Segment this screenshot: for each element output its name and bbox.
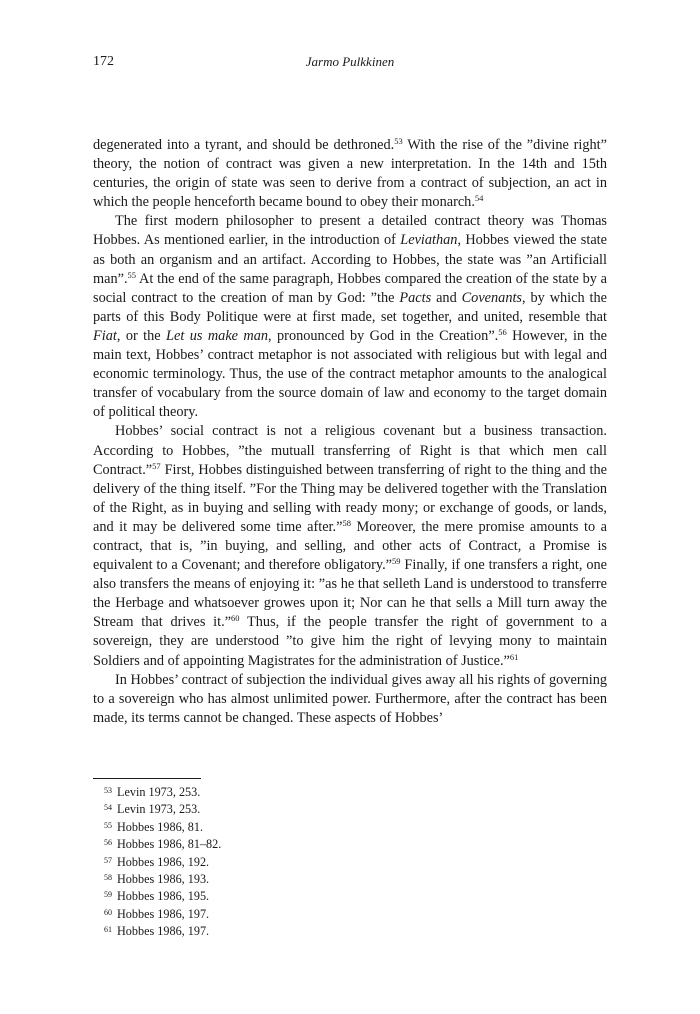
text-segment: , Hobbes viewed the state as both an organism and an artifact. According to Hobbes, the state was ”an Artificiall man”. — [93, 232, 607, 287]
footnote-number: 57 — [104, 855, 112, 865]
page-header — [93, 54, 607, 74]
footnote-number: 58 — [104, 873, 112, 883]
footnote — [104, 853, 221, 870]
italic-text: Pacts — [399, 289, 432, 306]
footnote-text: Hobbes 1986, 197. — [117, 924, 210, 939]
text-segment: degenerated into a tyrant, and should be dethroned. — [93, 137, 395, 153]
text-segment: , by which the parts of this Body Politique were at first made, set together, and united, resemble that — [93, 289, 608, 325]
footnote-ref: 54 — [474, 193, 484, 204]
footnote-number: 56 — [104, 838, 112, 848]
body-text — [93, 136, 607, 728]
footnote-text: Hobbes 1986, 81–82. — [117, 837, 222, 852]
footnote-ref: 61 — [509, 651, 519, 662]
footnote — [104, 922, 221, 939]
text-segment: , or the — [116, 327, 167, 344]
footnote-text: Levin 1973, 253. — [117, 785, 201, 799]
footnote-ref: 55 — [127, 269, 137, 280]
text-segment: In Hobbes’ contract of subjection the individual gives away all his rights of governing to a sovereign who has almost unlimited power. Furthermore, after the contract has been made, its terms cannot be changed. These aspects of Hobbes’ — [93, 671, 607, 726]
footnote-number: 54 — [104, 803, 112, 813]
text-segment: Finally, if one transfers a right, one also transfers the means of enjoying it: ”as he that selleth Land is understood to transferre the Herbage and whatsoever growes upon it; Nor can he that sells a Mill turn away the Stream that drives it.” — [93, 557, 607, 631]
footnote-text: Hobbes 1986, 195. — [117, 889, 210, 904]
text-segment: With the rise of the ”divine right” theory, the notion of contract was given a new interpretation. In the 14th and 15th centuries, the origin of state was seen to derive from a contract of subjection, an act in which the people henceforth became bound to obey their monarch. — [93, 137, 607, 211]
text-segment: Thus, if the people transfer the right of government to a sovereign, they are understood ”to give him the right of levying mony to maintain Soldiers and of appointing Magistrates for the administration of Justice.” — [93, 614, 607, 669]
footnote-text: Levin 1973, 253. — [117, 802, 201, 817]
italic-text: Fiat — [93, 327, 117, 344]
footnote — [104, 887, 221, 904]
text-segment: However, in the main text, Hobbes’ contract metaphor is not associated with religious but with legal and economic terminology. Thus, the use of the contract metaphor amounts to the analogical transfer of vocabulary from the source domain of law and economy to the target domain of political theory. — [93, 327, 607, 421]
footnote-ref: 58 — [342, 517, 351, 528]
footnote — [104, 818, 221, 835]
footnote-number: 55 — [104, 820, 112, 830]
footnote — [104, 870, 221, 887]
footnote-number: 53 — [104, 786, 112, 795]
footnote-ref: 59 — [392, 556, 401, 567]
footnotes — [104, 783, 221, 940]
text-segment: Hobbes’ social contract is not a religious covenant but a business transaction. According to Hobbes, ”the mutuall transferring of Right is that which men call Contract.” — [93, 423, 607, 478]
text-segment: The first modern philosopher to present a detailed contract theory was Thomas Hobbes. As mentioned earlier, in the introduction of — [93, 213, 607, 249]
paragraph — [93, 212, 607, 422]
footnote-ref: 56 — [498, 326, 507, 337]
footnote-rule — [93, 778, 201, 779]
footnote — [104, 800, 221, 817]
text-segment: First, Hobbes distinguished between transferring of right to the thing and the delivery of the thing itself. ”For the Thing may be delivered together with the Translation of the Right, as in buying and selling with ready mony; or exchange of goods, or lands, and it may be delivered some time after.” — [93, 461, 607, 535]
footnote — [104, 835, 221, 852]
italic-text: Covenants — [461, 289, 522, 306]
italic-text: Let us make man — [166, 327, 269, 344]
footnote-number: 60 — [104, 907, 112, 917]
footnote-text: Hobbes 1986, 192. — [117, 854, 210, 869]
italic-text: Leviathan — [400, 232, 458, 249]
footnote-text: Hobbes 1986, 193. — [117, 872, 210, 887]
footnote-text: Hobbes 1986, 197. — [117, 906, 210, 921]
text-segment: Moreover, the mere promise amounts to a contract, that is, ”in buying, and selling, and other acts of Contract, a Promise is equivalent to a Covenant; and therefore obligatory.” — [93, 518, 607, 574]
footnote-number: 61 — [104, 925, 112, 935]
footnote-text: Hobbes 1986, 81. — [117, 819, 203, 834]
footnote-ref: 60 — [231, 613, 240, 624]
footnote-ref: 53 — [394, 136, 403, 146]
paragraph — [93, 136, 607, 212]
page-number: 172 — [93, 54, 114, 69]
text-segment: , pronounced by God in the Creation”. — [268, 327, 499, 344]
footnote — [104, 905, 221, 922]
footnote-ref: 57 — [152, 460, 161, 471]
paragraph — [93, 422, 607, 670]
footnote-number: 59 — [104, 890, 112, 900]
footnote — [104, 783, 221, 800]
text-segment: and — [431, 289, 462, 306]
running-head: Jarmo Pulkkinen — [305, 54, 395, 69]
paragraph — [93, 671, 607, 728]
text-segment: At the end of the same paragraph, Hobbes compared the creation of the state by a social contract to the creation of man by God: ”the — [93, 270, 607, 306]
